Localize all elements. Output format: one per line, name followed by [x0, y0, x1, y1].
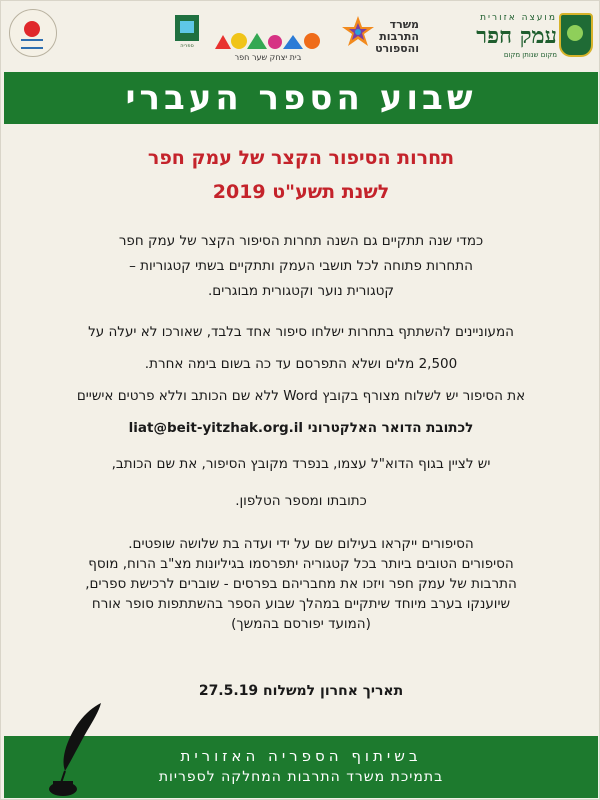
regional-library-logo	[173, 9, 201, 55]
ministry-of-culture-logo	[339, 9, 419, 65]
contest-title: תחרות הסיפור הקצר של עמק חפר	[147, 147, 455, 169]
emek-hefer-crest-icon	[559, 13, 593, 57]
logo-strip	[1, 1, 600, 73]
title-banner	[4, 72, 598, 124]
emek-hefer-logo	[471, 9, 593, 69]
contest-titles	[1, 141, 600, 209]
beit-yitzhak-logo	[207, 9, 329, 65]
emek-hefer-logo-sub: מקום שנותן מקום	[503, 51, 557, 59]
beit-yitzhak-caption: בית יצחק שער חפר	[234, 53, 302, 62]
paragraph-rules: המעוניינים להשתתף בתחרות ישלחו סיפור אחד בלבד, שאורכו לא יעלה על 2,500 מלים ושלא התפרסם עד כה בשום בימה אחרת. את הסיפור יש לשלוח מצורף בקובץ Word ללא שם הכותב וללא פרטים אישיים לכתובת הדואר האלקטרוני liat@beit-yitzhak.org.il	[41, 316, 561, 444]
library-icon	[175, 15, 199, 41]
emek-hefer-logo-name: עמק חפר	[476, 23, 557, 49]
colorful-houses-icon	[213, 29, 325, 51]
paragraph-judging: הסיפורים ייקראו בעילום שם על ידי ועדה בת שלושה שופטים. הסיפורים הטובים ביותר בכל קטגוריה יתפרסמו בגיליונות מצ"ב הרוח, מוסף התרבות של עמק חפר ויזכו את מחבריהם בפרסים - שוברים לרכישת ספרים, שיוענקו בערב מיוחד שיתקיים במהלך שבוע הספר בהשתתפות סופר אורח (המועד יפורסם בהמשך)	[85, 536, 517, 632]
school-seal-logo	[9, 9, 57, 57]
wave-icon	[21, 39, 43, 49]
paragraph-details: יש לציין בגוף הדוא"ל עצמו, בנפרד מקובץ הסיפור, את שם הכותב, כתובתו ומספר הטלפון.	[111, 456, 491, 509]
star-icon	[341, 15, 375, 49]
paragraph-intro: כמדי שנה תתקיים גם השנה תחרות הסיפור הקצר של עמק חפר התחרות פתוחה לכל תושבי העמק ותתקיים בשתי קטגוריות – קטגורית נוער וקטגורית מבוגרים.	[118, 233, 484, 299]
email-line: לכתובת הדואר האלקטרוני liat@beit-yitzhak.org.il	[128, 420, 474, 436]
contest-year: לשנת תשע"ט 2019	[212, 181, 390, 203]
sun-icon	[24, 21, 40, 37]
footer-line-2: בתמיכת משרד התרבות המחלקה לספריות	[158, 769, 444, 785]
submission-deadline: תאריך אחרון למשלוח 27.5.19	[198, 683, 404, 699]
quill-inkwell-icon	[45, 701, 105, 797]
emek-hefer-logo-top: מועצה אזורית	[480, 13, 557, 23]
footer-line-1: בשיתוף הספריה האזורית	[180, 747, 422, 765]
ministry-logo-text: משרד התרבות והספורט	[375, 18, 419, 55]
library-caption: ספריה	[180, 43, 194, 49]
body-text	[41, 229, 561, 634]
banner-title: שבוע הספר העברי	[125, 78, 477, 118]
